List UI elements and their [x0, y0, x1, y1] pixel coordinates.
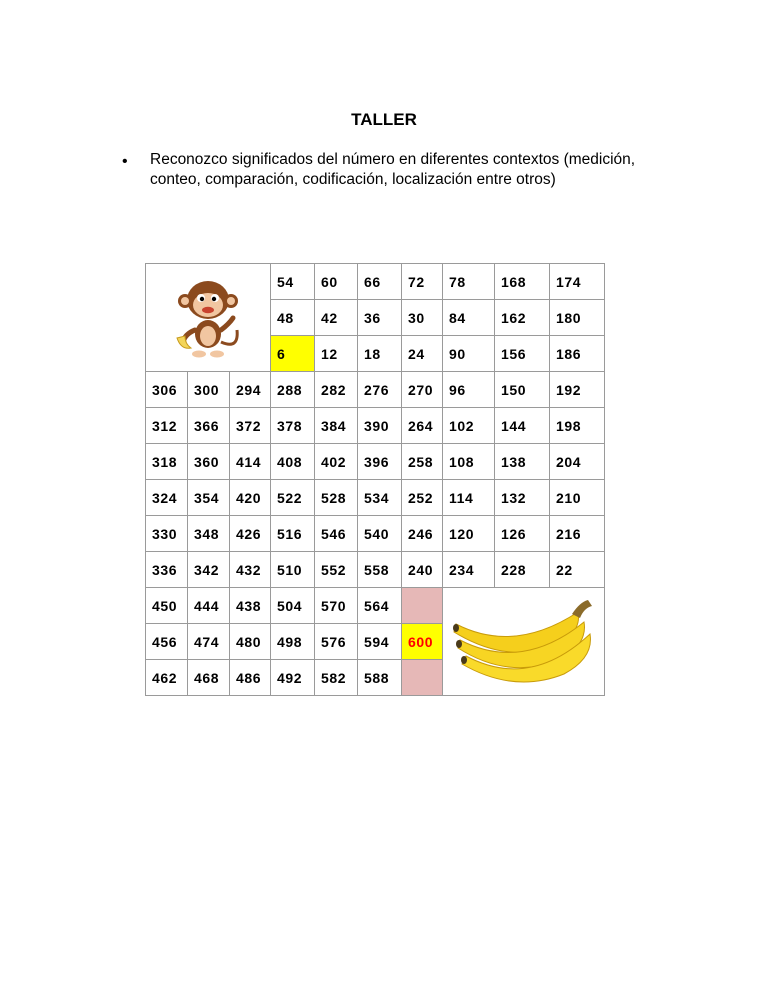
- grid-cell: 324: [146, 480, 188, 516]
- grid-cell: 456: [146, 624, 188, 660]
- grid-cell: 264: [402, 408, 443, 444]
- path-cell: [402, 660, 443, 696]
- grid-cell: 336: [146, 552, 188, 588]
- grid-cell: 228: [495, 552, 550, 588]
- grid-cell: 390: [358, 408, 402, 444]
- monkey-icon: [163, 272, 253, 364]
- grid-cell: 288: [271, 372, 315, 408]
- grid-cell: 510: [271, 552, 315, 588]
- grid-cell: 210: [550, 480, 605, 516]
- grid-cell: 396: [358, 444, 402, 480]
- grid-cell: 12: [315, 336, 358, 372]
- grid-cell: 180: [550, 300, 605, 336]
- grid-cell: 474: [188, 624, 230, 660]
- grid-cell: 108: [443, 444, 495, 480]
- grid-cell: 102: [443, 408, 495, 444]
- grid-row: [146, 480, 605, 516]
- goal-cell: 600: [402, 624, 443, 660]
- grid-cell: 516: [271, 516, 315, 552]
- grid-cell: 96: [443, 372, 495, 408]
- grid-cell: 204: [550, 444, 605, 480]
- grid-cell: 438: [230, 588, 271, 624]
- grid-cell: 372: [230, 408, 271, 444]
- grid-cell: 306: [146, 372, 188, 408]
- grid-cell: 120: [443, 516, 495, 552]
- grid-cell: 234: [443, 552, 495, 588]
- grid-cell: 420: [230, 480, 271, 516]
- grid-cell: 414: [230, 444, 271, 480]
- grid-cell: 54: [271, 264, 315, 300]
- grid-cell: 24: [402, 336, 443, 372]
- grid-cell: 570: [315, 588, 358, 624]
- grid-cell: 126: [495, 516, 550, 552]
- grid-cell: 528: [315, 480, 358, 516]
- grid-cell: 192: [550, 372, 605, 408]
- grid-cell: 66: [358, 264, 402, 300]
- grid-cell: 588: [358, 660, 402, 696]
- grid-cell: 594: [358, 624, 402, 660]
- grid-cell: 330: [146, 516, 188, 552]
- bananas-icon: [444, 592, 604, 692]
- grid-cell: 72: [402, 264, 443, 300]
- grid-cell: 498: [271, 624, 315, 660]
- grid-cell: 240: [402, 552, 443, 588]
- grid-cell: 42: [315, 300, 358, 336]
- grid-cell: 384: [315, 408, 358, 444]
- grid-row: [146, 552, 605, 588]
- grid-cell: 174: [550, 264, 605, 300]
- grid-cell: 546: [315, 516, 358, 552]
- grid-cell: 270: [402, 372, 443, 408]
- grid-cell: 504: [271, 588, 315, 624]
- page-title: TALLER: [351, 110, 417, 129]
- grid-cell: 366: [188, 408, 230, 444]
- grid-cell: 300: [188, 372, 230, 408]
- grid-cell: 276: [358, 372, 402, 408]
- grid-cell: 426: [230, 516, 271, 552]
- grid-cell: 432: [230, 552, 271, 588]
- grid-row: [146, 408, 605, 444]
- grid-cell: 114: [443, 480, 495, 516]
- grid-row: [146, 372, 605, 408]
- grid-cell: 354: [188, 480, 230, 516]
- grid-cell: 198: [550, 408, 605, 444]
- grid-cell: 138: [495, 444, 550, 480]
- grid-cell: 36: [358, 300, 402, 336]
- grid-cell: 318: [146, 444, 188, 480]
- grid-cell: 378: [271, 408, 315, 444]
- grid-cell: 582: [315, 660, 358, 696]
- grid-cell: 144: [495, 408, 550, 444]
- grid-cell: 534: [358, 480, 402, 516]
- grid-cell: 168: [495, 264, 550, 300]
- grid-cell: 282: [315, 372, 358, 408]
- grid-cell: 30: [402, 300, 443, 336]
- grid-cell: 156: [495, 336, 550, 372]
- grid-cell: 342: [188, 552, 230, 588]
- grid-row: [146, 516, 605, 552]
- grid-cell: 576: [315, 624, 358, 660]
- grid-cell: 186: [550, 336, 605, 372]
- grid-cell: 486: [230, 660, 271, 696]
- grid-cell: 294: [230, 372, 271, 408]
- grid-cell: 564: [358, 588, 402, 624]
- grid-cell: 258: [402, 444, 443, 480]
- grid-cell: 78: [443, 264, 495, 300]
- grid-cell: 246: [402, 516, 443, 552]
- bananas-image: [443, 588, 605, 696]
- bullet-icon: •: [122, 153, 128, 170]
- grid-cell: 132: [495, 480, 550, 516]
- grid-cell: 468: [188, 660, 230, 696]
- grid-cell: 540: [358, 516, 402, 552]
- grid-cell: 90: [443, 336, 495, 372]
- grid-cell: 252: [402, 480, 443, 516]
- grid-cell: 312: [146, 408, 188, 444]
- grid-cell: 558: [358, 552, 402, 588]
- grid-cell: 84: [443, 300, 495, 336]
- grid-cell: 444: [188, 588, 230, 624]
- grid-row: [146, 588, 605, 624]
- start-cell: 6: [271, 336, 315, 372]
- grid-cell: 60: [315, 264, 358, 300]
- grid-cell: 18: [358, 336, 402, 372]
- number-maze-table: [145, 263, 605, 696]
- grid-cell: 522: [271, 480, 315, 516]
- grid-cell: 450: [146, 588, 188, 624]
- grid-cell: 492: [271, 660, 315, 696]
- grid-cell: 480: [230, 624, 271, 660]
- grid-cell: 48: [271, 300, 315, 336]
- grid-cell: 408: [271, 444, 315, 480]
- grid-cell: 360: [188, 444, 230, 480]
- monkey-image: [146, 264, 271, 372]
- grid-cell: 348: [188, 516, 230, 552]
- bullet-text: Reconozco significados del número en diferentes contextos (medición, conteo, comparación, codificación, localización entre otros): [150, 151, 636, 188]
- grid-cell: 150: [495, 372, 550, 408]
- grid-cell: 162: [495, 300, 550, 336]
- path-cell: [402, 588, 443, 624]
- grid-cell: 552: [315, 552, 358, 588]
- grid-cell: 216: [550, 516, 605, 552]
- grid-cell: 462: [146, 660, 188, 696]
- grid-row: [146, 264, 605, 300]
- grid-row: [146, 444, 605, 480]
- grid-cell: 22: [550, 552, 605, 588]
- grid-cell: 402: [315, 444, 358, 480]
